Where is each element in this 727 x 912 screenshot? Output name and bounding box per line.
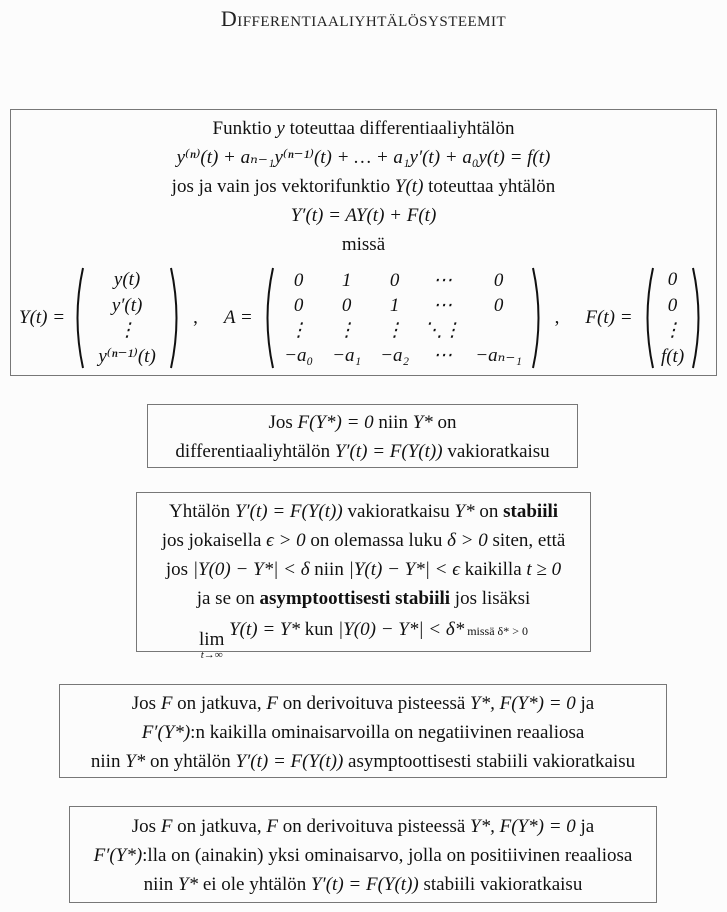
text: kun <box>300 619 338 640</box>
math: |Y(t) − Y*| < ϵ <box>348 559 460 580</box>
vector-entry: y′(t) <box>111 294 143 316</box>
text: niin <box>143 874 178 895</box>
F-label: F(t) = <box>585 307 633 328</box>
matrix-entry: −a₁ <box>332 344 362 366</box>
box1-line-3 <box>11 172 716 201</box>
text: differentiaaliyhtälön <box>175 441 335 462</box>
box3-line-1 <box>137 497 590 526</box>
math: |Y(0) − Y*| < δ* <box>338 619 465 640</box>
math: Y′(t) = F(Y(t)) <box>235 751 344 772</box>
vector-entry: f(t) <box>660 345 685 367</box>
text: on <box>474 501 504 522</box>
text: on derivoituva pisteessä <box>277 816 471 837</box>
vector-entry: ⋮ <box>663 320 683 342</box>
text: niin <box>309 559 349 580</box>
limit-operator <box>199 630 224 661</box>
text: on olemassa luku <box>305 530 448 551</box>
text: vakioratkaisu <box>442 441 550 462</box>
matrix-entry: 0 <box>293 269 304 291</box>
left-paren-icon <box>641 267 655 369</box>
math: F <box>266 816 278 837</box>
left-paren-icon <box>71 267 85 369</box>
matrix-entry: −a₂ <box>380 344 410 366</box>
math: Y* <box>454 501 475 522</box>
matrix-entry: −aₙ₋₁ <box>475 345 522 366</box>
nth-order-equation: y⁽ⁿ⁾(t) + aₙ₋₁y⁽ⁿ⁻¹⁾(t) + … + a₁y′(t) + a₀y(t) = f(t) <box>176 147 551 168</box>
matrix-entry: ⋯ <box>433 270 453 291</box>
matrix-entry: 0 <box>389 269 400 291</box>
Y-label: Y(t) = <box>19 307 66 328</box>
vector-entry: 0 <box>667 269 678 290</box>
math-var: y <box>276 118 285 139</box>
text: Funktio <box>212 118 277 139</box>
text: :n kaikilla ominaisarvoilla on negatiivinen reaaliosa <box>190 722 585 743</box>
text: on derivoituva pisteessä <box>277 693 471 714</box>
matrix-entry: 1 <box>341 269 352 291</box>
box5-line-1 <box>70 812 656 841</box>
text: kaikilla <box>459 559 527 580</box>
page-title: Differentiaaliyhtälösysteemit <box>220 6 507 31</box>
stability-definition-box <box>136 492 591 661</box>
math: Y* <box>177 874 199 895</box>
math: t ≥ 0 <box>526 559 562 580</box>
box2-line-1 <box>148 408 577 437</box>
text: siten, että <box>487 530 566 551</box>
text: niin <box>90 751 126 772</box>
math: Y* <box>125 751 146 772</box>
text: on <box>432 412 457 433</box>
system-equation: Y′(t) = AY(t) + F(t) <box>290 205 437 226</box>
Y-vector <box>85 268 169 368</box>
text: on yhtälön <box>145 751 236 772</box>
matrix-definitions <box>11 264 716 372</box>
box3-line-3 <box>137 555 590 584</box>
text: jos jokaisella <box>161 530 267 551</box>
right-paren-icon <box>531 267 545 369</box>
text: asymptoottisesti stabiili vakioratkaisu <box>343 751 636 772</box>
math: Y(t) = Y* <box>229 619 300 640</box>
math: Y′(t) = F(Y(t)) <box>234 501 343 522</box>
math: F′(Y*) <box>93 845 143 866</box>
text: Yhtälön <box>168 501 235 522</box>
text: ja <box>575 816 595 837</box>
box3-line-5 <box>137 613 590 661</box>
math: F <box>266 693 278 714</box>
vector-entry: y(t) <box>113 269 141 290</box>
math: |Y(0) − Y*| < δ <box>192 559 310 580</box>
text: on jatkuva, <box>172 693 267 714</box>
math-var: Y(t) <box>394 176 424 197</box>
box5-line-2 <box>70 841 656 870</box>
left-paren-icon <box>261 267 275 369</box>
text: on jatkuva, <box>172 816 267 837</box>
text: :lla on (ainakin) yksi ominaisarvo, jolla on positiivinen reaaliosa <box>142 845 633 866</box>
math: Y* <box>412 412 433 433</box>
matrix-entry: ⋮ <box>385 320 405 341</box>
matrix-entry: ⋯ <box>433 295 453 316</box>
math: Y*, F(Y*) = 0 <box>470 693 576 714</box>
text: vakioratkaisu <box>342 501 455 522</box>
A-label: A = <box>223 307 253 328</box>
matrix-entry: 1 <box>389 294 400 316</box>
box2-line-2 <box>148 437 577 466</box>
text: stabiili vakioratkaisu <box>418 874 583 895</box>
comma: , <box>554 307 560 328</box>
matrix-entry: 0 <box>493 294 504 316</box>
linear-ode-system-box <box>10 109 717 376</box>
F-vector <box>655 268 691 368</box>
matrix-entry: ⋱⋮ <box>423 320 462 341</box>
instability-theorem-box <box>69 806 657 903</box>
text: jos <box>165 559 193 580</box>
box4-line-2 <box>60 718 666 747</box>
box5-line-3 <box>70 870 656 899</box>
box3-line-2 <box>137 526 590 555</box>
matrix-entry: 0 <box>493 269 504 291</box>
term-stable: stabiili <box>503 501 559 522</box>
matrix-entry: ⋮ <box>337 320 357 341</box>
matrix-entry: ⋮ <box>289 320 309 341</box>
text: ja <box>575 693 595 714</box>
right-paren-icon <box>691 267 705 369</box>
text: ei ole yhtälön <box>198 874 311 895</box>
text: Jos <box>131 816 161 837</box>
matrix-entry: 0 <box>341 294 352 316</box>
text: jos lisäksi <box>450 588 531 609</box>
comma: , <box>193 307 198 328</box>
math: Y*, F(Y*) = 0 <box>470 816 576 837</box>
text: jos ja vain jos vektorifunktio <box>171 176 395 197</box>
right-paren-icon <box>169 267 183 369</box>
math: Y′(t) = F(Y(t)) <box>334 441 443 462</box>
box3-line-4 <box>137 584 590 613</box>
A-matrix <box>275 268 531 368</box>
text: ja se on <box>196 588 260 609</box>
matrix-entry: −a₀ <box>284 344 314 366</box>
text: Jos <box>268 412 298 433</box>
asymptotic-stability-theorem-box <box>59 684 667 778</box>
lim-text: lim <box>199 629 225 650</box>
text: toteuttaa yhtälön <box>423 176 556 197</box>
text: Jos <box>131 693 161 714</box>
vector-entry: ⋮ <box>117 320 137 342</box>
vector-entry: y⁽ⁿ⁻¹⁾(t) <box>98 345 156 367</box>
text: toteuttaa differentiaaliyhtälön <box>284 118 515 139</box>
box1-line-5: missä <box>341 234 386 255</box>
box1-line-1 <box>11 114 716 143</box>
box4-line-1 <box>60 689 666 718</box>
small-note: missä δ* > 0 <box>464 624 528 638</box>
constant-solution-box <box>147 404 578 468</box>
math: ϵ > 0 <box>266 530 306 551</box>
math: δ > 0 <box>447 530 488 551</box>
vector-entry: 0 <box>667 294 678 316</box>
term-asymptotically-stable: asymptoottisesti stabiili <box>259 588 451 609</box>
math: Y′(t) = F(Y(t)) <box>310 874 419 895</box>
math: F′(Y*) <box>141 722 191 743</box>
math: F <box>160 693 173 714</box>
matrix-entry: 0 <box>293 294 304 316</box>
text: niin <box>373 412 413 433</box>
box4-line-3 <box>60 747 666 776</box>
lim-subscript: t→∞ <box>200 649 223 661</box>
math: F <box>160 816 173 837</box>
matrix-entry: ⋯ <box>433 345 453 366</box>
math: F(Y*) = 0 <box>297 412 374 433</box>
